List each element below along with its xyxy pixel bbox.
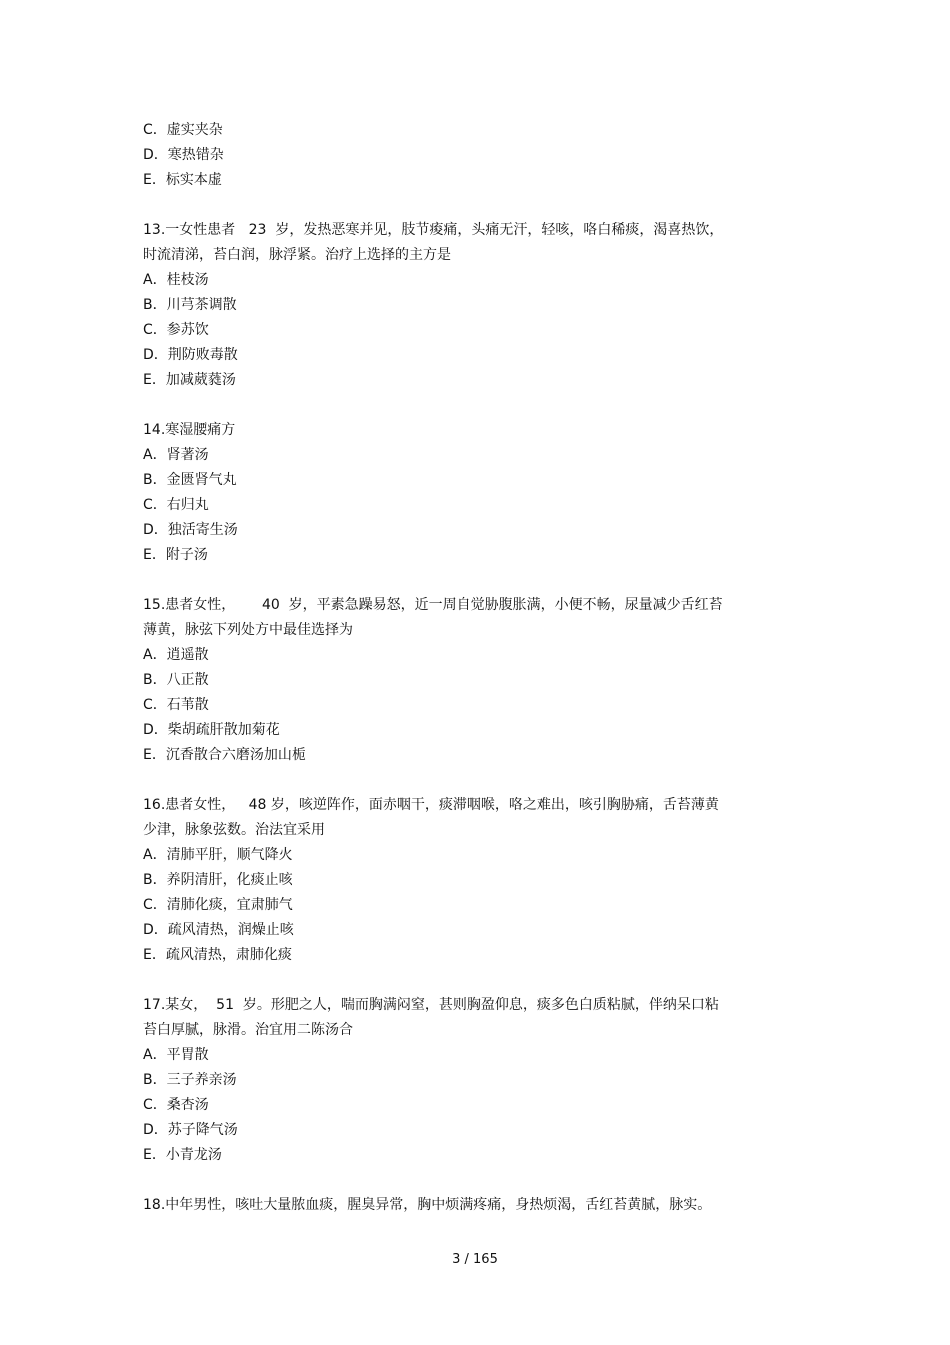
spacer — [143, 1168, 763, 1193]
stem-line: 16.患者女性， 48 岁，咳逆阵作，面赤咽干，痰滞咽喉，咯之难出，咳引胸胁痛，舌苔薄黄 — [143, 797, 719, 813]
option-line: C．清肺化痰，宜肃肺气 — [143, 897, 293, 913]
stem-line: 薄黄，脉弦下列处方中最佳选择为 — [143, 622, 353, 638]
option-line: D．柴胡疏肝散加菊花 — [143, 722, 280, 738]
option-line: B．川芎茶调散 — [143, 297, 237, 313]
option-line: D．独活寄生汤 — [143, 522, 238, 538]
option-line: E．小青龙汤 — [143, 1147, 222, 1163]
option-line: B．八正散 — [143, 672, 209, 688]
option-line: E．标实本虚 — [143, 172, 222, 188]
option-line: C．参苏饮 — [143, 322, 209, 338]
option-line: A．逍遥散 — [143, 647, 209, 663]
option-line: D．荆防败毒散 — [143, 347, 238, 363]
question-stem — [143, 793, 763, 843]
stem-line: 18.中年男性，咳吐大量脓血痰，腥臭异常，胸中烦满疼痛，身热烦渴，舌红苔黄腻，脉实。 — [143, 1197, 712, 1213]
question-stem — [143, 218, 763, 268]
question-13 — [143, 218, 763, 393]
document-content — [143, 118, 763, 1218]
option-line: C．桑杏汤 — [143, 1097, 209, 1113]
option-line: E．疏风清热，肃肺化痰 — [143, 947, 292, 963]
option-line: C．石苇散 — [143, 697, 209, 713]
stem-line: 少津，脉象弦数。治法宜采用 — [143, 822, 325, 838]
option-line: D．疏风清热，润燥止咳 — [143, 922, 294, 938]
stem-line: 时流清涕，苔白润，脉浮紧。治疗上选择的主方是 — [143, 247, 451, 263]
option-line: B．养阴清肝，化痰止咳 — [143, 872, 293, 888]
option-line: A．平胃散 — [143, 1047, 209, 1063]
question-stem — [143, 593, 763, 643]
stem-line: 17.某女， 51 岁。形肥之人，喘而胸满闷窒，甚则胸盈仰息，痰多色白质粘腻，伴纳呆口粘 — [143, 997, 719, 1013]
option-line: B．金匮肾气丸 — [143, 472, 237, 488]
option-line: D．寒热错杂 — [143, 147, 224, 163]
option-line: A．清肺平肝，顺气降火 — [143, 847, 293, 863]
option-line: C．右归丸 — [143, 497, 209, 513]
question-16 — [143, 793, 763, 968]
option-line: C．虚实夹杂 — [143, 122, 223, 138]
question-14 — [143, 418, 763, 568]
spacer — [143, 568, 763, 593]
stem-line: 15.患者女性， 40 岁，平素急躁易怒，近一周自觉胁腹胀满，小便不畅，尿量减少舌红苔 — [143, 597, 723, 613]
page-number: 3 / 165 — [452, 1252, 498, 1267]
option-line: A．桂枝汤 — [143, 272, 209, 288]
stem-line: 13.一女性患者 23 岁，发热恶寒并见，肢节痠痛，头痛无汗，轻咳，咯白稀痰，渴喜热饮， — [143, 222, 724, 238]
spacer — [143, 968, 763, 993]
option-line: D．苏子降气汤 — [143, 1122, 238, 1138]
previous-question-options — [143, 118, 763, 193]
spacer — [143, 193, 763, 218]
question-18 — [143, 1193, 763, 1218]
question-stem — [143, 1193, 763, 1218]
stem-line: 14.寒湿腰痛方 — [143, 422, 236, 438]
question-stem — [143, 418, 763, 443]
option-line: E．加减葳蕤汤 — [143, 372, 236, 388]
spacer — [143, 393, 763, 418]
option-line: E．沉香散合六磨汤加山栀 — [143, 747, 306, 763]
spacer — [143, 768, 763, 793]
option-line: B．三子养亲汤 — [143, 1072, 237, 1088]
question-stem — [143, 993, 763, 1043]
option-line: A．肾著汤 — [143, 447, 209, 463]
question-15 — [143, 593, 763, 768]
stem-line: 苔白厚腻，脉滑。治宜用二陈汤合 — [143, 1022, 353, 1038]
question-17 — [143, 993, 763, 1168]
option-line: E．附子汤 — [143, 547, 208, 563]
